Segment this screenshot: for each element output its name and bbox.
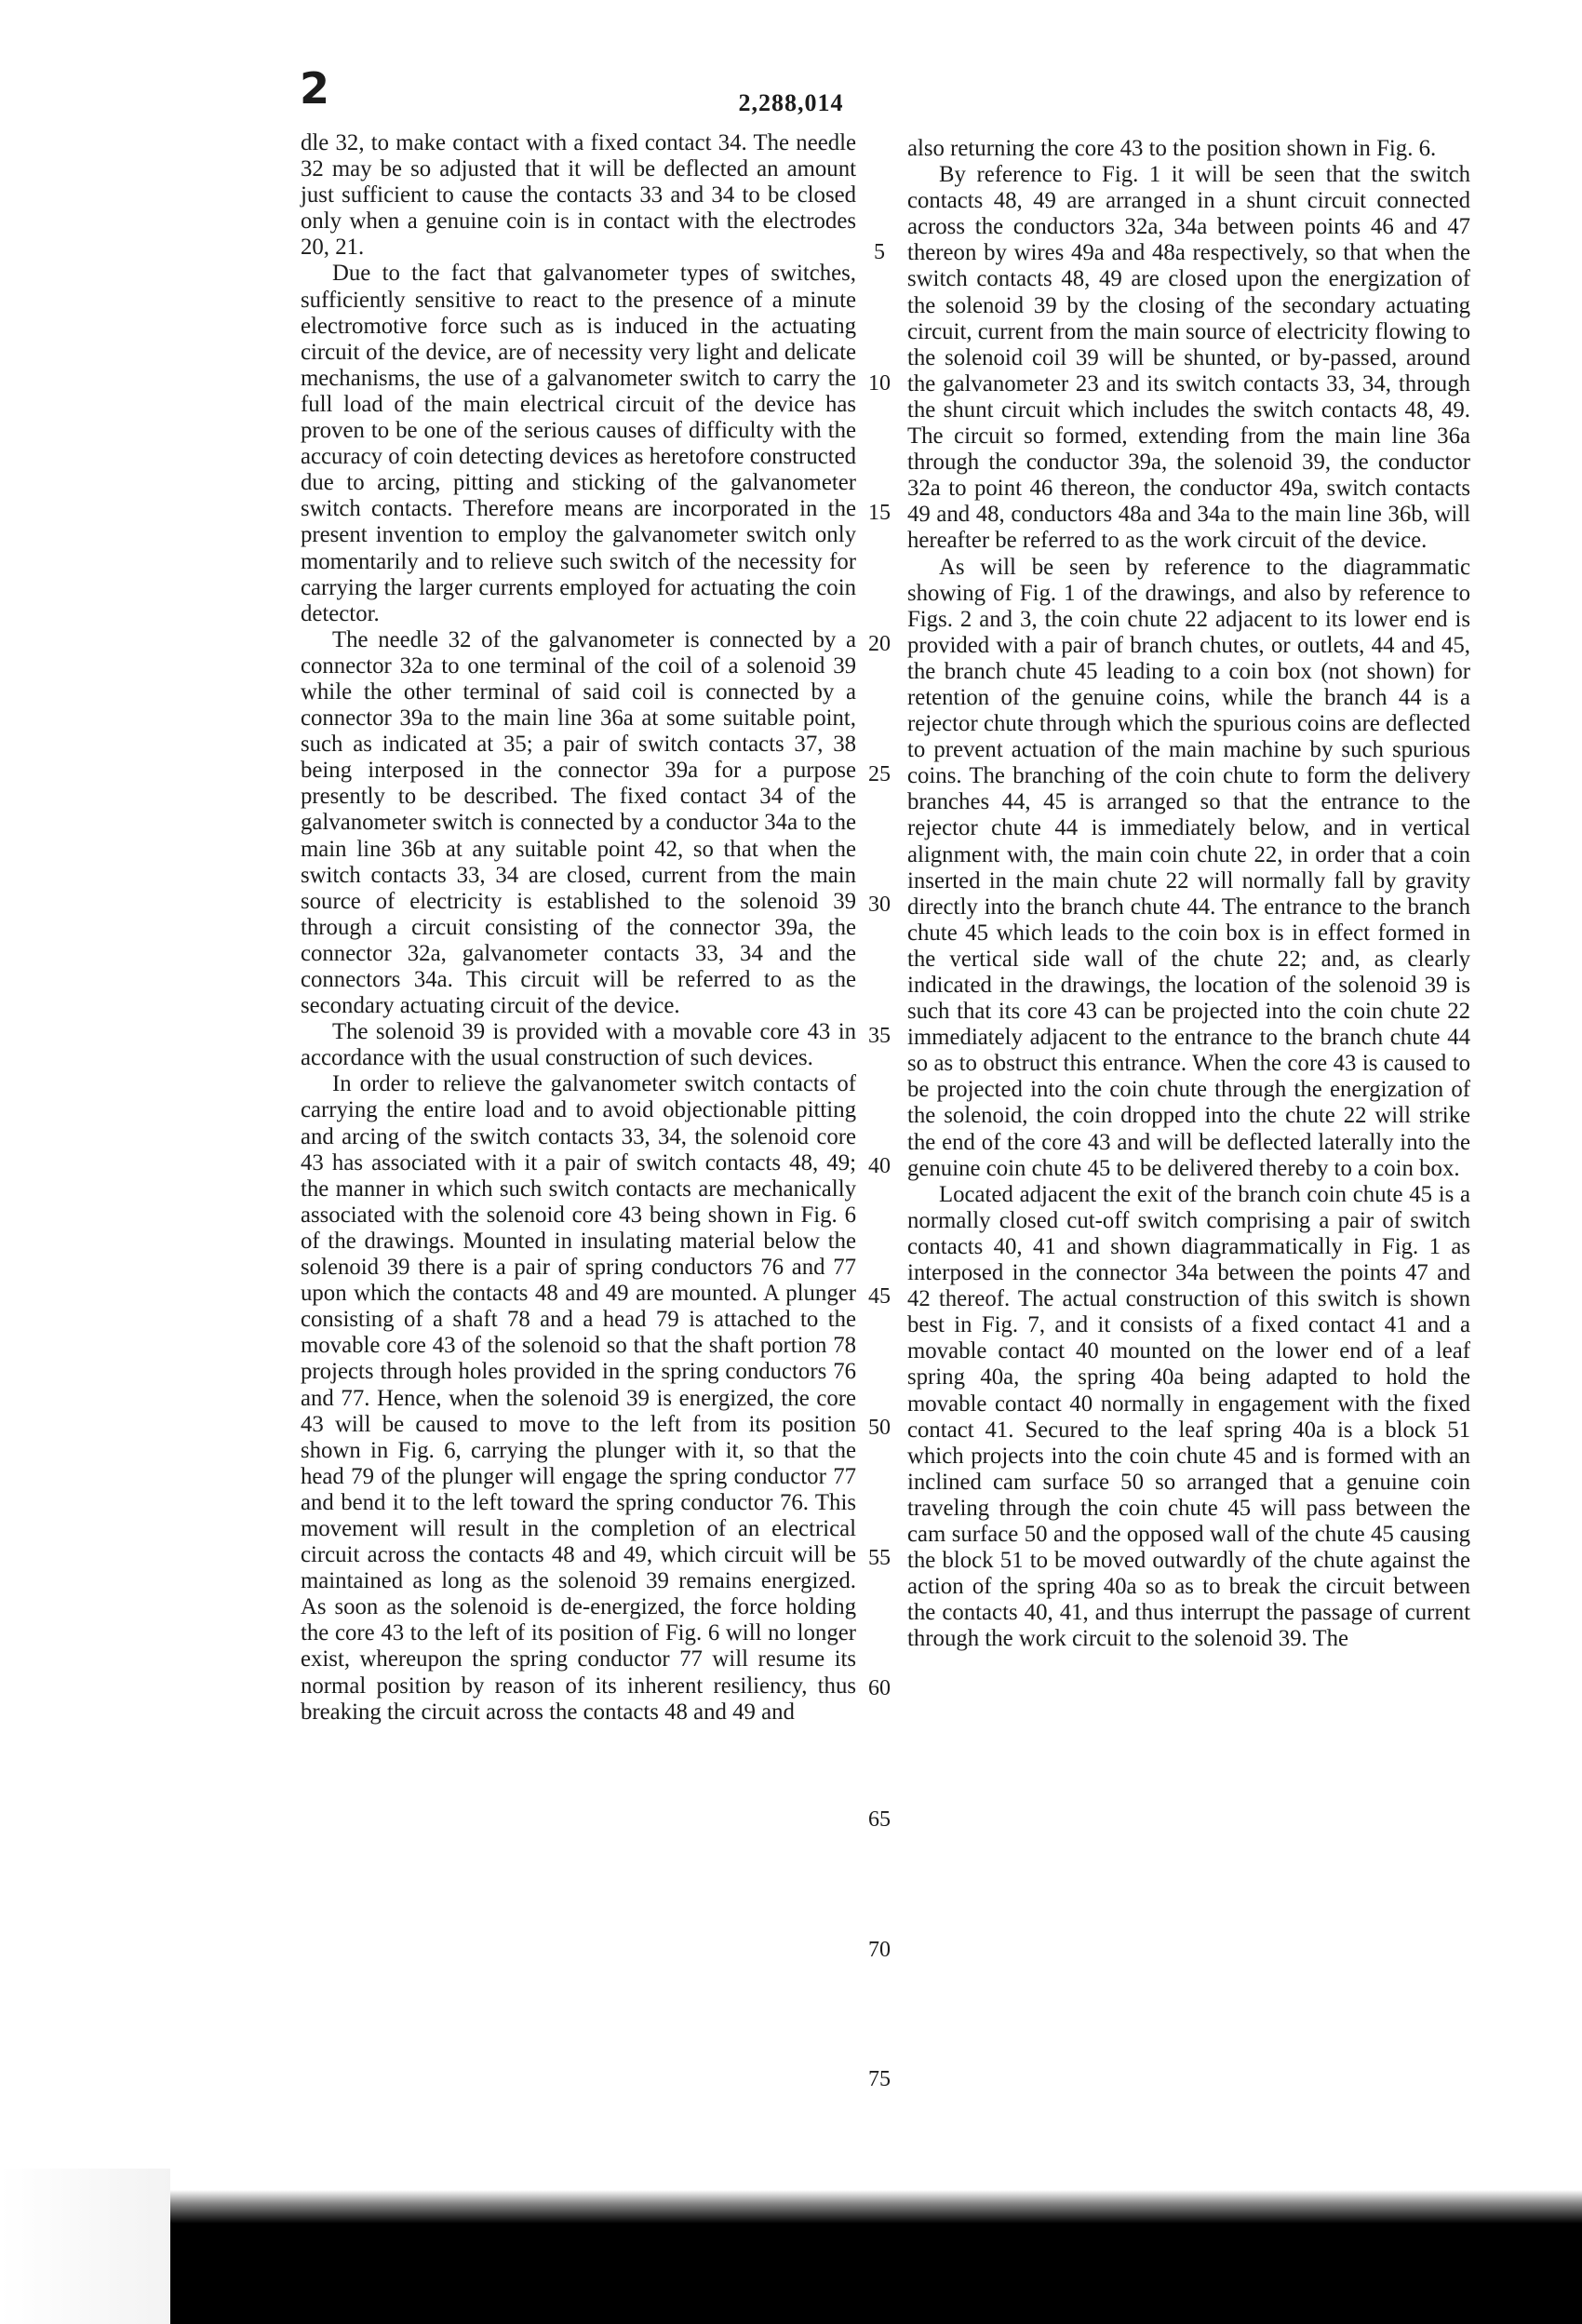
paragraph: Located adjacent the exit of the branch coin chute 45 is a normally closed cut-off switch comprising a pair of switch contacts 40, 41 and shown diagrammatically in Fig. 1 as interposed in the connector 34a between the points 47 and 42 thereof. The actual construction of this switch is shown best in Fig. 7, and it consists of a fixed contact 41 and a movable contact 40 mounted on the lower end of a leaf spring 40a, the spring 40a being adapted to hold the movable contact 40 normally in engagement with the fixed contact 41. Secured to the leaf spring 40a is a block 51 which projects into the coin chute 45 and is formed with an inclined cam surface 50 so arranged that a genuine coin traveling through the coin chute 45 will pass between the cam surface 50 and the opposed wall of the chute 45 causing the block 51 to be moved outwardly of the chute against the action of the spring 40a so as to break the circuit between the contacts 40, 41, and thus interrupt the passage of current through the work circuit to the solenoid 39. The (907, 1181, 1470, 1652)
line-number: 10 (868, 371, 891, 396)
line-number: 15 (868, 501, 891, 525)
line-number: 70 (868, 1938, 891, 1962)
line-number: 45 (868, 1284, 891, 1309)
scan-margin (0, 2169, 170, 2324)
line-number: 55 (868, 1546, 891, 1570)
line-number: 40 (868, 1154, 891, 1178)
line-number: 35 (868, 1024, 891, 1048)
line-number: 25 (868, 762, 891, 786)
line-number: 20 (868, 632, 891, 656)
paragraph: As will be seen by reference to the diagrammatic showing of Fig. 1 of the drawings, and also by reference to Figs. 2 and 3, the coin chute 22 adjacent to its lower end is provided with a pair of branch chutes, or outlets, 44 and 45, the branch chute 45 leading to a coin box (not shown) for retention of the genuine coins, while the branch 44 is a rejector chute through which the spurious coins are deflected to prevent actuation of the main machine by such spurious coins. The branching of the coin chute to form the delivery branches 44, 45 is arranged so that the entrance to the rejector chute 44 is immediately below, and in vertical alignment with, the main coin chute 22, in order that a coin inserted in the main chute 22 will normally fall by gravity directly into the branch chute 44. The entrance to the branch chute 45 which leads to the coin box is in effect formed in the vertical side wall of the chute 22; and, as clearly indicated in the drawings, the location of the solenoid 39 is such that its core 43 can be projected into the coin chute 22 immediately adjacent to the entrance to the branch chute 44 so as to obstruct this entrance. When the core 43 is caused to be projected into the coin chute through the energization of the solenoid, the coin dropped into the chute 22 will strike the end of the core 43 and will be deflected laterally into the genuine coin chute 45 to be delivered thereby to a coin box. (907, 554, 1470, 1181)
paragraph: The solenoid 39 is provided with a movable core 43 in accordance with the usual construction of such devices. (301, 1019, 856, 1071)
paragraph: The needle 32 of the galvanometer is connected by a connector 32a to one terminal of the coil of a solenoid 39 while the other terminal of said coil is connected by a connector 39a to the main line 36a at some suitable point, such as indicated at 35; a pair of switch contacts 37, 38 being interposed in the connector 39a for a purpose presently to be described. The fixed contact 34 of the galvanometer switch is connected by a conductor 34a to the main line 36b at any suitable point 42, so that when the switch contacts 33, 34 are closed, current from the main source of electricity is established to the solenoid 39 through a circuit consisting of the connector 39a, the connector 32a, galvanometer contacts 33, 34 and the connectors 34a. This circuit will be referred to as the secondary actuating circuit of the device. (301, 626, 856, 1019)
line-number: 65 (868, 1807, 891, 1832)
scan-bottom-edge (170, 2190, 1582, 2324)
line-number: 5 (874, 240, 885, 264)
right-column (907, 136, 1470, 1652)
patent-number: 2,288,014 (738, 89, 844, 116)
line-number: 50 (868, 1416, 891, 1440)
left-column (301, 130, 856, 1726)
page-number: 2 (300, 63, 330, 114)
paragraph: By reference to Fig. 1 it will be seen that the switch contacts 48, 49 are arranged in a shunt circuit connected across the conductors 32a, 34a between points 46 and 47 thereon by wires 49a and 48a respectively, so that when the switch contacts 48, 49 are closed upon the energization of the solenoid 39 by the closing of the secondary actuating circuit, current from the main source of electricity flowing to the solenoid coil 39 will be shunted, or by-passed, around the galvanometer 23 and its switch contacts 33, 34, through the shunt circuit which includes the switch contacts 48, 49. The circuit so formed, extending from the main line 36a through the conductor 39a, the solenoid 39, the conductor 32a to point 46 thereon, the conductor 49a, switch contacts 49 and 48, conductors 48a and 34a to the main line 36b, will hereafter be referred to as the work circuit of the device. (907, 162, 1470, 554)
line-number: 75 (868, 2067, 891, 2091)
paragraph: In order to relieve the galvanometer switch contacts of carrying the entire load and to avoid objectionable pitting and arcing of the switch contacts 33, 34, the solenoid core 43 has associated with it a pair of switch contacts 48, 49; the manner in which such switch contacts are mechanically associated with the solenoid core 43 being shown in Fig. 6 of the drawings. Mounted in insulating material below the solenoid 39 there is a pair of spring conductors 76 and 77 upon which the contacts 48 and 49 are mounted. A plunger consisting of a shaft 78 and a head 79 is attached to the movable core 43 of the solenoid so that the shaft portion 78 projects through holes provided in the spring conductors 76 and 77. Hence, when the solenoid 39 is energized, the core 43 will be caused to move to the left from its position shown in Fig. 6, carrying the plunger with it, so that the head 79 of the plunger will engage the spring conductor 77 and bend it to the left toward the spring conductor 76. This movement will result in the completion of an electrical circuit across the contacts 48 and 49, which circuit will be maintained as long as the solenoid 39 remains energized. As soon as the solenoid is de-energized, the force holding the core 43 to the left of its position of Fig. 6 will no longer exist, whereupon the spring conductor 77 will resume its normal position by reason of its inherent resiliency, thus breaking the circuit across the contacts 48 and 49 and (301, 1071, 856, 1725)
paragraph: dle 32, to make contact with a fixed contact 34. The needle 32 may be so adjusted that it will be deflected an amount just sufficient to cause the contacts 33 and 34 to be closed only when a genuine coin is in contact with the electrodes 20, 21. (301, 130, 856, 261)
paragraph: also returning the core 43 to the position shown in Fig. 6. (907, 136, 1437, 161)
line-number: 30 (868, 893, 891, 917)
paragraph: Due to the fact that galvanometer types of switches, sufficiently sensitive to react to the presence of a minute electromotive force such as is induced in the actuating circuit of the device, are of necessity very light and delicate mechanisms, the use of a galvanometer switch to carry the full load of the main electrical circuit of the device has proven to be one of the serious causes of difficulty with the accuracy of coin detecting devices as heretofore constructed due to arcing, pitting and sticking of the galvanometer switch contacts. Therefore means are incorporated in the present invention to employ the galvanometer switch only momentarily and to relieve such switch of the necessity for carrying the larger currents employed for actuating the coin detector. (301, 261, 856, 626)
line-number: 60 (868, 1676, 891, 1700)
